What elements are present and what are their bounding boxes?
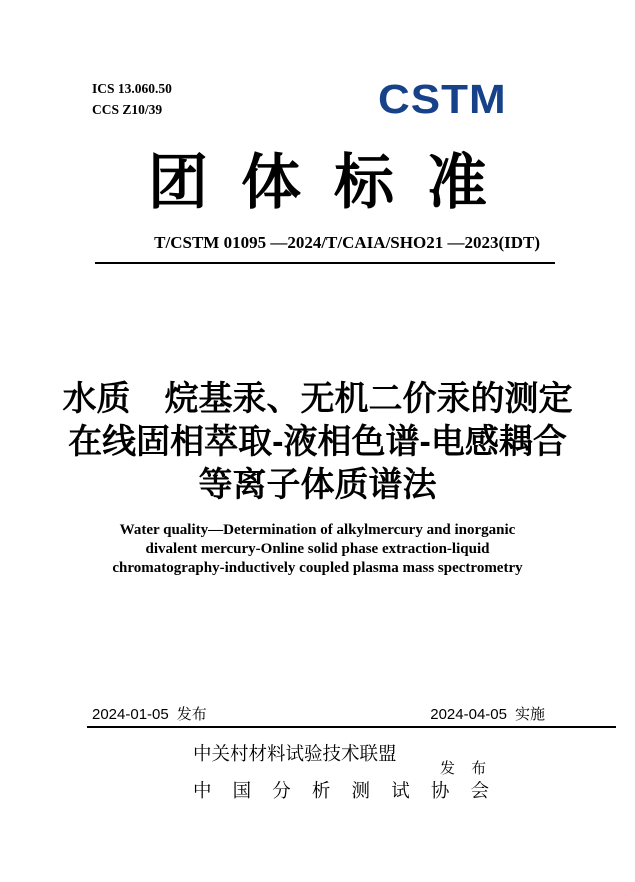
document-type-title: 团体标准 xyxy=(148,148,520,218)
chinese-title xyxy=(0,378,635,507)
chinese-title-line1: 水质 烷基汞、无机二价汞的测定 xyxy=(62,380,573,418)
chinese-title-line2: 在线固相萃取-液相色谱-电感耦合 xyxy=(68,423,567,461)
english-title-line1: Water quality—Determination of alkylmercury and inorganic xyxy=(119,522,516,538)
issue-date: 2024-01-05 xyxy=(92,706,169,723)
english-title-line3: chromatography-inductively coupled plasma mass spectrometry xyxy=(112,560,523,576)
cstm-logo: CSTM xyxy=(378,77,507,123)
implementation-date-row xyxy=(430,703,545,724)
implementation-date-label: 实施 xyxy=(514,706,545,723)
footer-rule xyxy=(87,726,616,728)
issue-date-row xyxy=(92,703,207,724)
english-title-line2: divalent mercury-Online solid phase extraction-liquid xyxy=(145,541,490,557)
publisher-org-1: 中关村材料试验技术联盟 xyxy=(193,743,397,764)
implementation-date: 2024-04-05 xyxy=(430,706,507,723)
ics-code: ICS 13.060.50 xyxy=(92,81,172,96)
classification-codes xyxy=(92,78,172,120)
english-title xyxy=(0,521,635,578)
publisher-org-2: 中 国 分 析 测 试 协 会 xyxy=(193,780,497,801)
issue-date-label: 发布 xyxy=(176,706,207,723)
header-rule xyxy=(95,262,555,264)
chinese-title-line3: 等离子体质谱法 xyxy=(198,466,437,504)
ccs-code: CCS Z10/39 xyxy=(92,102,163,117)
publish-action-label: 发 布 xyxy=(440,760,493,777)
standard-number: T/CSTM 01095 —2024/T/CAIA/SHO21 —2023(IDT) xyxy=(154,233,540,252)
